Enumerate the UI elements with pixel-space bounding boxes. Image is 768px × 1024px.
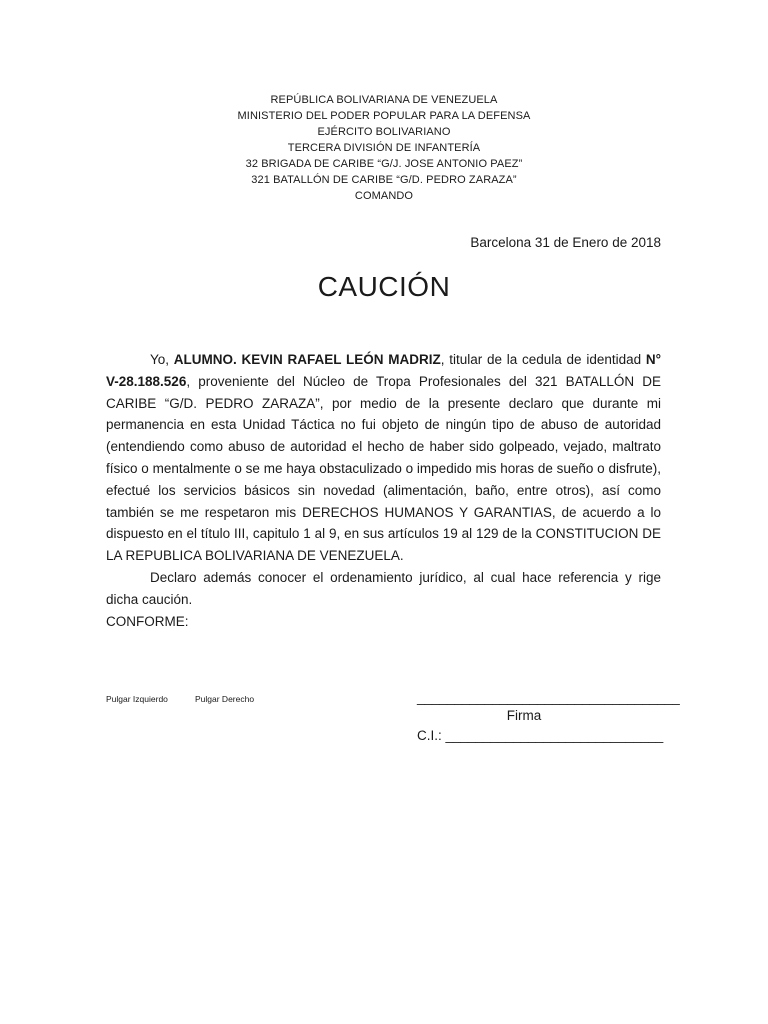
conforme-label: CONFORME: (106, 613, 189, 629)
signature-label: Firma (506, 708, 542, 723)
paragraph-acknowledgement: Declaro además conocer el ordenamiento jurídico, al cual hace referencia y rige dicha caución. (106, 569, 661, 607)
header-line-7: COMANDO (354, 190, 414, 202)
paragraph-text: , titular de la cedula de identidad (440, 352, 646, 367)
ci-field: C.I.: _____________________________ (417, 728, 664, 743)
header-line-5: 32 BRIGADA DE CARIBE “G/J. JOSE ANTONIO PAEZ” (245, 158, 523, 170)
header-line-6: 321 BATALLÓN DE CARIBE “G/D. PEDRO ZARAZA” (251, 174, 517, 186)
right-thumb-label: Pulgar Derecho (195, 694, 255, 704)
header-line-1: REPÚBLICA BOLIVARIANA DE VENEZUELA (270, 94, 498, 106)
signature-line: ___________________________________ (417, 690, 680, 705)
document-date: Barcelona 31 de Enero de 2018 (470, 235, 661, 250)
document-header (0, 92, 768, 204)
paragraph-intro: Yo, (150, 352, 174, 367)
document-body (106, 349, 661, 632)
paragraph-declaration (106, 349, 661, 567)
header-line-2: MINISTERIO DEL PODER POPULAR PARA LA DEFENSA (237, 110, 531, 122)
paragraph-text: , proveniente del Núcleo de Tropa Profesionales del 321 BATALLÓN DE CARIBE “G/D. PEDRO ZARAZA”, por medio de la presente declaro que durante mi permanencia en esta Unidad Táctica no fui objeto de ningún tipo de abuso de autoridad (entendiendo como abuso de autoridad el hecho de haber sido golpeado, vejado, maltrato físico o mentalmente o se me haya obstaculizado o impedido mis horas de sueño o disfrute), efectué los servicios básicos sin novedad (alimentación, baño, entre otros), así como también se me respetaron mis DERECHOS HUMANOS Y GARANTIAS, de acuerdo a lo dispuesto en el título III, capitulo 1 al 9, en sus artículos 19 al 129 de la CONSTITUCION DE LA REPUBLICA BOLIVARIANA DE VENEZUELA. (106, 373, 661, 564)
left-thumb-label: Pulgar Izquierdo (106, 694, 168, 704)
header-line-4: TERCERA DIVISIÓN DE INFANTERÍA (287, 142, 481, 154)
header-line-3: EJÉRCITO BOLIVARIANO (317, 126, 451, 138)
id-number: N° V-28.188.526 (106, 352, 662, 389)
student-name: ALUMNO. KEVIN RAFAEL LEÓN MADRIZ (173, 352, 441, 367)
document-title: CAUCIÓN (317, 271, 451, 302)
